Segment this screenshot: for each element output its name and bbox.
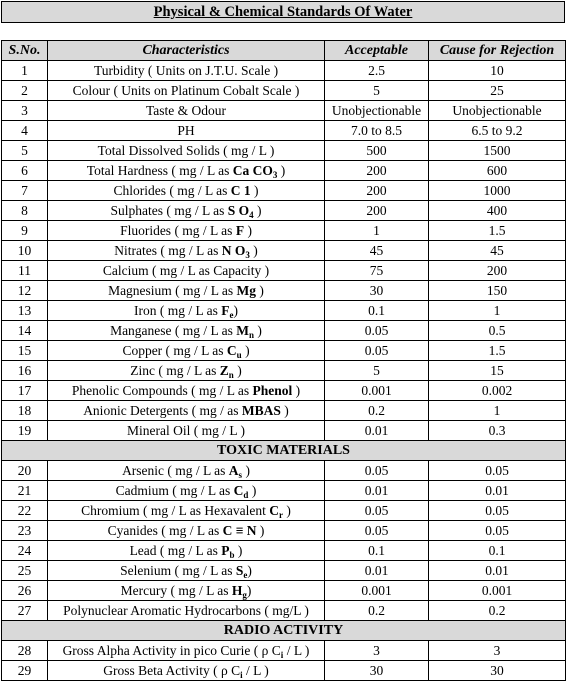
characteristic-text: / L ) — [242, 662, 269, 678]
characteristic-text: Taste & Odour — [145, 102, 227, 118]
cell-characteristic — [48, 541, 325, 561]
characteristic-text: Zinc ( mg / L as — [130, 362, 220, 378]
cell-rejection: 1 — [429, 401, 566, 421]
characteristic-text: Turbidity ( Units on J.T.U. Scale ) — [93, 62, 279, 78]
formula-text: S O — [227, 202, 250, 218]
formula-text: F — [221, 302, 230, 318]
table-row — [2, 121, 566, 141]
cell-sno: 25 — [2, 561, 48, 581]
characteristic-text: ) — [256, 522, 265, 538]
cell-characteristic — [48, 201, 325, 221]
cell-rejection: 15 — [429, 361, 566, 381]
cell-rejection: 45 — [429, 241, 566, 261]
cell-acceptable: 0.2 — [325, 401, 429, 421]
characteristic-text: ) — [256, 282, 264, 298]
table-row — [2, 641, 566, 661]
cell-sno: 23 — [2, 521, 48, 541]
characteristic-text: Calcium ( mg / L as Capacity ) — [102, 262, 270, 278]
table-row — [2, 321, 566, 341]
subscript-text: i — [240, 669, 243, 680]
cell-acceptable: 0.05 — [325, 521, 429, 541]
cell-rejection: 30 — [429, 661, 566, 681]
cell-sno: 29 — [2, 661, 48, 681]
cell-characteristic — [48, 141, 325, 161]
table-row — [2, 601, 566, 621]
cell-rejection: 1500 — [429, 141, 566, 161]
characteristic-text: Fluorides ( mg / L as — [120, 222, 236, 238]
cell-sno: 26 — [2, 581, 48, 601]
table-row — [2, 261, 566, 281]
table-row — [2, 561, 566, 581]
cell-acceptable: 0.2 — [325, 601, 429, 621]
cell-sno: 19 — [2, 421, 48, 441]
cell-characteristic — [48, 401, 325, 421]
characteristic-text: Copper ( mg / L as — [122, 342, 227, 358]
subscript-text: g — [242, 589, 247, 600]
characteristic-text: ) — [244, 222, 252, 238]
cell-characteristic — [48, 121, 325, 141]
formula-text: A — [228, 462, 239, 478]
header-rejection: Cause for Rejection — [429, 41, 566, 61]
cell-acceptable: 45 — [325, 241, 429, 261]
characteristic-text: Polynuclear Aromatic Hydrocarbons ( mg/L ) — [63, 602, 309, 618]
cell-rejection: 0.002 — [429, 381, 566, 401]
cell-acceptable: 500 — [325, 141, 429, 161]
characteristic-text: Selenium ( mg / L as — [120, 562, 236, 578]
cell-sno: 12 — [2, 281, 48, 301]
characteristic-text: Chlorides ( mg / L as — [113, 182, 231, 198]
characteristic-text: Cyanides ( mg / L as — [107, 522, 223, 538]
characteristic-text: Phenolic Compounds ( mg / L as — [71, 382, 253, 398]
characteristic-text: Colour ( Units on Platinum Cobalt Scale ) — [72, 82, 300, 98]
formula-text: C 1 — [230, 182, 251, 198]
cell-rejection: 25 — [429, 81, 566, 101]
cell-sno: 14 — [2, 321, 48, 341]
subscript-text: 4 — [249, 209, 254, 220]
table-row — [2, 221, 566, 241]
characteristic-text: ) — [248, 482, 257, 498]
header-acceptable: Acceptable — [325, 41, 429, 61]
cell-sno: 22 — [2, 501, 48, 521]
table-row — [2, 281, 566, 301]
characteristic-text: ) — [250, 182, 259, 198]
characteristic-text: ) — [282, 502, 291, 518]
cell-characteristic — [48, 341, 325, 361]
table-row — [2, 181, 566, 201]
cell-characteristic — [48, 261, 325, 281]
cell-sno: 2 — [2, 81, 48, 101]
subscript-text: u — [236, 349, 242, 360]
section-header-row — [2, 441, 566, 461]
formula-text: H — [231, 582, 243, 598]
cell-acceptable: 3 — [325, 641, 429, 661]
cell-sno: 15 — [2, 341, 48, 361]
cell-acceptable: 30 — [325, 661, 429, 681]
cell-acceptable: 0.01 — [325, 421, 429, 441]
formula-text: MBAS — [241, 402, 281, 418]
cell-acceptable: 0.001 — [325, 381, 429, 401]
table-row — [2, 541, 566, 561]
subscript-text: s — [238, 469, 243, 480]
characteristic-text: Magnesium ( mg / L as — [108, 282, 237, 298]
formula-text: Z — [219, 362, 229, 378]
cell-rejection: 0.2 — [429, 601, 566, 621]
cell-characteristic — [48, 521, 325, 541]
table-row — [2, 361, 566, 381]
table-row — [2, 241, 566, 261]
table-body — [2, 61, 566, 681]
cell-acceptable: 0.01 — [325, 481, 429, 501]
table-row — [2, 421, 566, 441]
cell-acceptable: 0.1 — [325, 301, 429, 321]
cell-sno: 10 — [2, 241, 48, 261]
table-row — [2, 161, 566, 181]
formula-text: C — [269, 502, 279, 518]
table-row — [2, 381, 566, 401]
cell-characteristic — [48, 241, 325, 261]
characteristic-text: ) — [241, 342, 250, 358]
characteristic-text: Lead ( mg / L as — [129, 542, 222, 558]
subscript-text: 3 — [245, 249, 250, 260]
cell-characteristic — [48, 641, 325, 661]
table-row — [2, 301, 566, 321]
cell-rejection: 6.5 to 9.2 — [429, 121, 566, 141]
cell-sno: 18 — [2, 401, 48, 421]
subscript-text: b — [229, 549, 235, 560]
table-row — [2, 401, 566, 421]
cell-acceptable: 0.05 — [325, 501, 429, 521]
cell-sno: 11 — [2, 261, 48, 281]
cell-rejection: 0.001 — [429, 581, 566, 601]
cell-sno: 6 — [2, 161, 48, 181]
subscript-text: n — [228, 369, 234, 380]
characteristic-text: Total Dissolved Solids ( mg / L ) — [97, 142, 275, 158]
cell-characteristic — [48, 361, 325, 381]
table-row — [2, 461, 566, 481]
characteristic-text: Sulphates ( mg / L as — [110, 202, 228, 218]
characteristic-text: ) — [233, 362, 242, 378]
subscript-text: e — [229, 309, 234, 320]
cell-rejection: 0.05 — [429, 461, 566, 481]
page-title-text: Physical & Chemical Standards Of Water — [153, 4, 413, 20]
formula-text: C ≡ N — [222, 522, 257, 538]
characteristic-text: Manganese ( mg / L as — [110, 322, 237, 338]
cell-rejection: 0.3 — [429, 421, 566, 441]
section-header: RADIO ACTIVITY — [2, 621, 566, 641]
cell-sno: 27 — [2, 601, 48, 621]
cell-rejection: 1.5 — [429, 341, 566, 361]
characteristic-text: / L ) — [283, 642, 310, 658]
cell-characteristic — [48, 501, 325, 521]
characteristic-text: Nitrates ( mg / L as — [114, 242, 222, 258]
table-row — [2, 481, 566, 501]
cell-rejection: 1.5 — [429, 221, 566, 241]
table-header-row — [2, 41, 566, 61]
characteristic-text: ) — [234, 542, 243, 558]
subscript-text: n — [249, 329, 255, 340]
cell-acceptable: 200 — [325, 161, 429, 181]
cell-sno: 7 — [2, 181, 48, 201]
table-row — [2, 341, 566, 361]
cell-acceptable: 0.05 — [325, 321, 429, 341]
cell-characteristic — [48, 421, 325, 441]
cell-characteristic — [48, 561, 325, 581]
table-row — [2, 201, 566, 221]
section-header-row — [2, 621, 566, 641]
table-row — [2, 661, 566, 681]
cell-acceptable: 1 — [325, 221, 429, 241]
table-row — [2, 101, 566, 121]
cell-acceptable: 2.5 — [325, 61, 429, 81]
cell-characteristic — [48, 601, 325, 621]
cell-characteristic — [48, 61, 325, 81]
characteristic-text: ) — [254, 322, 262, 338]
characteristic-text: Gross Alpha Activity in pico Curie ( ρ C — [62, 642, 281, 658]
cell-acceptable: 0.01 — [325, 561, 429, 581]
cell-rejection: 1 — [429, 301, 566, 321]
cell-acceptable: 0.1 — [325, 541, 429, 561]
cell-sno: 8 — [2, 201, 48, 221]
table-row — [2, 581, 566, 601]
cell-sno: 4 — [2, 121, 48, 141]
formula-text: M — [236, 322, 250, 338]
cell-characteristic — [48, 661, 325, 681]
header-characteristics: Characteristics — [48, 41, 325, 61]
cell-acceptable: 7.0 to 8.5 — [325, 121, 429, 141]
formula-text: Phenol — [252, 382, 293, 398]
formula-text: C — [233, 482, 244, 498]
formula-text: N O — [221, 242, 246, 258]
header-sno: S.No. — [2, 41, 48, 61]
cell-acceptable: 5 — [325, 81, 429, 101]
cell-acceptable: 5 — [325, 361, 429, 381]
cell-characteristic — [48, 301, 325, 321]
characteristic-text: ) — [277, 162, 286, 178]
subscript-text: d — [243, 489, 249, 500]
cell-rejection: 150 — [429, 281, 566, 301]
table-row — [2, 141, 566, 161]
cell-characteristic — [48, 161, 325, 181]
subscript-text: r — [278, 509, 283, 520]
cell-characteristic — [48, 321, 325, 341]
cell-rejection: Unobjectionable — [429, 101, 566, 121]
cell-characteristic — [48, 581, 325, 601]
formula-text: F — [235, 222, 245, 238]
cell-rejection: 0.05 — [429, 521, 566, 541]
formula-text: Mg — [236, 282, 257, 298]
characteristic-text: ) — [249, 242, 258, 258]
formula-text: P — [221, 542, 230, 558]
cell-rejection: 400 — [429, 201, 566, 221]
subscript-text: e — [243, 569, 248, 580]
cell-acceptable: 0.001 — [325, 581, 429, 601]
cell-sno: 20 — [2, 461, 48, 481]
subscript-text: 3 — [272, 169, 278, 180]
cell-sno: 9 — [2, 221, 48, 241]
cell-acceptable: 0.05 — [325, 341, 429, 361]
formula-text: C — [226, 342, 237, 358]
characteristic-text: Mineral Oil ( mg / L ) — [127, 422, 245, 438]
characteristic-text: PH — [177, 122, 195, 138]
cell-characteristic — [48, 221, 325, 241]
table-row — [2, 501, 566, 521]
characteristic-text: ) — [242, 462, 250, 478]
characteristic-text: Arsenic ( mg / L as — [122, 462, 229, 478]
cell-characteristic — [48, 481, 325, 501]
water-standards-table — [1, 40, 566, 681]
characteristic-text: Cadmium ( mg / L as — [115, 482, 234, 498]
cell-characteristic — [48, 461, 325, 481]
cell-rejection: 0.05 — [429, 501, 566, 521]
cell-rejection: 200 — [429, 261, 566, 281]
cell-rejection: 1000 — [429, 181, 566, 201]
page-title — [1, 1, 565, 23]
cell-characteristic — [48, 381, 325, 401]
cell-acceptable: 200 — [325, 201, 429, 221]
cell-sno: 24 — [2, 541, 48, 561]
characteristic-text: ) — [253, 202, 262, 218]
cell-sno: 17 — [2, 381, 48, 401]
characteristic-text: Total Hardness ( mg / L as — [86, 162, 233, 178]
table-row — [2, 81, 566, 101]
table-row — [2, 521, 566, 541]
cell-rejection: 0.01 — [429, 561, 566, 581]
cell-rejection: 0.5 — [429, 321, 566, 341]
cell-rejection: 3 — [429, 641, 566, 661]
cell-acceptable: Unobjectionable — [325, 101, 429, 121]
characteristic-text: ) — [247, 562, 252, 578]
formula-text: S — [235, 562, 244, 578]
cell-sno: 21 — [2, 481, 48, 501]
characteristic-text: ) — [233, 302, 238, 318]
cell-sno: 28 — [2, 641, 48, 661]
characteristic-text: Chromium ( mg / L as Hexavalent — [81, 502, 270, 518]
subscript-text: i — [280, 649, 284, 660]
cell-characteristic — [48, 181, 325, 201]
characteristic-text: ) — [292, 382, 301, 398]
table-row — [2, 61, 566, 81]
cell-acceptable: 200 — [325, 181, 429, 201]
characteristic-text: Anionic Detergents ( mg / as — [83, 402, 242, 418]
cell-rejection: 0.01 — [429, 481, 566, 501]
cell-rejection: 600 — [429, 161, 566, 181]
cell-acceptable: 30 — [325, 281, 429, 301]
cell-acceptable: 75 — [325, 261, 429, 281]
cell-acceptable: 0.05 — [325, 461, 429, 481]
cell-rejection: 10 — [429, 61, 566, 81]
section-header: TOXIC MATERIALS — [2, 441, 566, 461]
cell-characteristic — [48, 101, 325, 121]
characteristic-text: Iron ( mg / L as — [134, 302, 222, 318]
formula-text: Ca CO — [232, 162, 273, 178]
cell-sno: 16 — [2, 361, 48, 381]
cell-characteristic — [48, 81, 325, 101]
characteristic-text: ) — [280, 402, 289, 418]
characteristic-text: Mercury ( mg / L as — [120, 582, 232, 598]
cell-sno: 1 — [2, 61, 48, 81]
cell-sno: 3 — [2, 101, 48, 121]
cell-sno: 13 — [2, 301, 48, 321]
cell-rejection: 0.1 — [429, 541, 566, 561]
characteristic-text: Gross Beta Activity ( ρ C — [103, 662, 241, 678]
characteristic-text: ) — [246, 582, 252, 598]
cell-characteristic — [48, 281, 325, 301]
cell-sno: 5 — [2, 141, 48, 161]
